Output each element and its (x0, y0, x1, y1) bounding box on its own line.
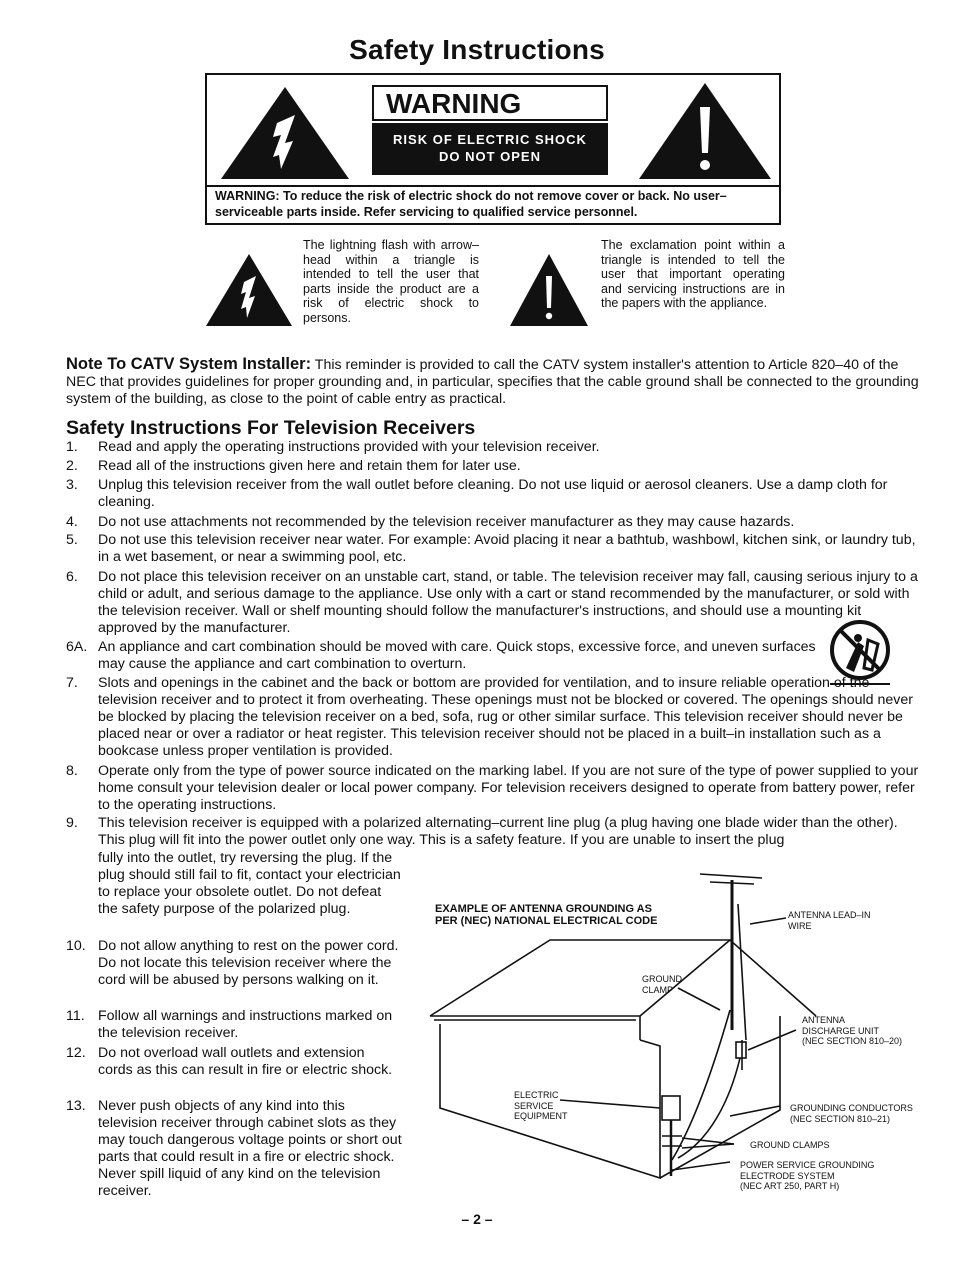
list-item-continued: fully into the outlet, try reversing the plug. If the plug should still fail to fit, contact your electrician to replace your obsolete outlet. Do not defeat the safety purpose of the polarized plug. (98, 850, 401, 917)
diagram-title: EXAMPLE OF ANTENNA GROUNDING AS PER (NEC) NATIONAL ELECTRICAL CODE (435, 903, 658, 927)
exclamation-symbol-text: The exclamation point within a triangle is intended to tell the user that important operating and servicing instructions are in the papers with the appliance. (601, 238, 785, 311)
list-item: 6. Do not place this television receiver on an unstable cart, stand, or table. The television receiver may fall, causing serious injury to a child or adult, and serious damage to the appliance. Use only with a cart or stand recommended by the manufacturer, or sold with the television receiver. Wall or shelf mounting should follow the manufacturer's instructions, and should use a mounting kit approved by the manufacturer. (66, 569, 918, 636)
page-title: Safety Instructions (349, 34, 605, 65)
catv-note-text: This reminder is provided to call the CATV system installer's attention to Article 820–40 of the NEC that provides guidelines for proper grounding and, in particular, specifies that the cable ground shall be connected to the grounding system of the building, as close to the point of cable entry as practical. (66, 357, 919, 407)
warning-divider (207, 185, 779, 187)
warning-box (205, 73, 781, 225)
list-item: 10. Do not allow anything to rest on the power cord. Do not locate this television receiver where the cord will be abused by persons walking on it. (66, 938, 399, 988)
lightning-symbol-text: The lightning flash with arrow–head within a triangle is intended to tell the user that parts inside the product are a risk of electric shock to persons. (303, 238, 479, 325)
list-item: 9. This television receiver is equipped with a polarized alternating–current line plug (a plug having one blade wider than the other). This plug will fit into the power outlet only one way. This is a safety feature. If you are unable to insert the plug (66, 815, 898, 848)
lightning-symbol-icon (204, 252, 294, 328)
risk-banner (372, 123, 608, 175)
list-item: 12. Do not overload wall outlets and extension cords as this can result in fire or electric shock. (66, 1045, 393, 1078)
electric-service-label: ELECTRIC SERVICE EQUIPMENT (514, 1090, 568, 1121)
section-heading: Safety Instructions For Television Receivers (66, 417, 476, 439)
list-item: 6A. An appliance and cart combination should be moved with care. Quick stops, excessive force, and uneven surfaces may cause the appliance and cart combination to overturn. (66, 639, 816, 672)
list-item: 3. Unplug this television receiver from the wall outlet before cleaning. Do not use liquid or aerosol cleaners. Use a damp cloth for cleaning. (66, 477, 888, 510)
roof-outline (430, 940, 816, 1016)
exclamation-symbol-icon (508, 252, 590, 328)
list-item: 2. Read all of the instructions given here and retain them for later use. (66, 458, 521, 474)
risk-line-1: RISK OF ELECTRIC SHOCK (393, 132, 587, 147)
exclamation-triangle-icon (637, 81, 773, 181)
warning-text: WARNING: To reduce the risk of electric shock do not remove cover or back. No user–serviceable parts inside. Refer servicing to qualified service personnel. (215, 189, 727, 219)
list-item: 7. Slots and openings in the cabinet and the back or bottom are provided for ventilation, and to insure reliable operation of the television receiver and to protect it from overheating. These openings must not be blocked or covered. The openings should never be blocked by placing the television receiver on a bed, sofa, rug or other similar surface. This television receiver should never be placed near or over a radiator or heat register. This television receiver should not be placed in a built–in installation such as a bookcase unless proper ventilation is provided. (66, 675, 913, 759)
list-item: 11. Follow all warnings and instructions marked on the television receiver. (66, 1008, 393, 1041)
grounding-conductors-label: GROUNDING CONDUCTORS (NEC SECTION 810–21) (790, 1103, 913, 1124)
list-item: 4. Do not use attachments not recommended by the television receiver manufacturer as they may cause hazards. (66, 514, 795, 530)
ground-clamps-label: GROUND CLAMPS (750, 1140, 830, 1150)
electrode-system-label: POWER SERVICE GROUNDING ELECTRODE SYSTEM (NEC ART 250, PART H) (740, 1160, 875, 1191)
list-item: 1. Read and apply the operating instructions provided with your television receiver. (66, 439, 600, 455)
list-item: 5. Do not use this television receiver near water. For example: Avoid placing it near a bathtub, washbowl, kitchen sink, or laundry tub, in a wet basement, or near a swimming pool, etc. (66, 532, 916, 565)
warning-label: WARNING (372, 85, 608, 121)
risk-line-2: DO NOT OPEN (438, 149, 541, 164)
lead-in-label: ANTENNA LEAD–IN WIRE (788, 910, 871, 931)
page-number: – 2 – (461, 1211, 493, 1227)
catv-note (66, 356, 922, 408)
list-item: 13. Never push objects of any kind into this television receiver through cabinet slots as they may touch dangerous voltage points or short out parts that could result in a fire or electric shock. Never spill liquid of any kind on the television receiver. (66, 1098, 402, 1199)
lightning-triangle-icon (219, 85, 351, 181)
discharge-unit-label: ANTENNA DISCHARGE UNIT (NEC SECTION 810–20) (802, 1015, 903, 1046)
ground-clamp-label: GROUND CLAMP (642, 974, 682, 995)
list-item: 8. Operate only from the type of power source indicated on the marking label. If you are not sure of the type of power supplied to your home consult your television dealer or local power company. For television receivers designed to operate from battery power, refer to the operating instructions. (66, 763, 919, 813)
catv-note-heading: Note To CATV System Installer: (66, 355, 312, 373)
